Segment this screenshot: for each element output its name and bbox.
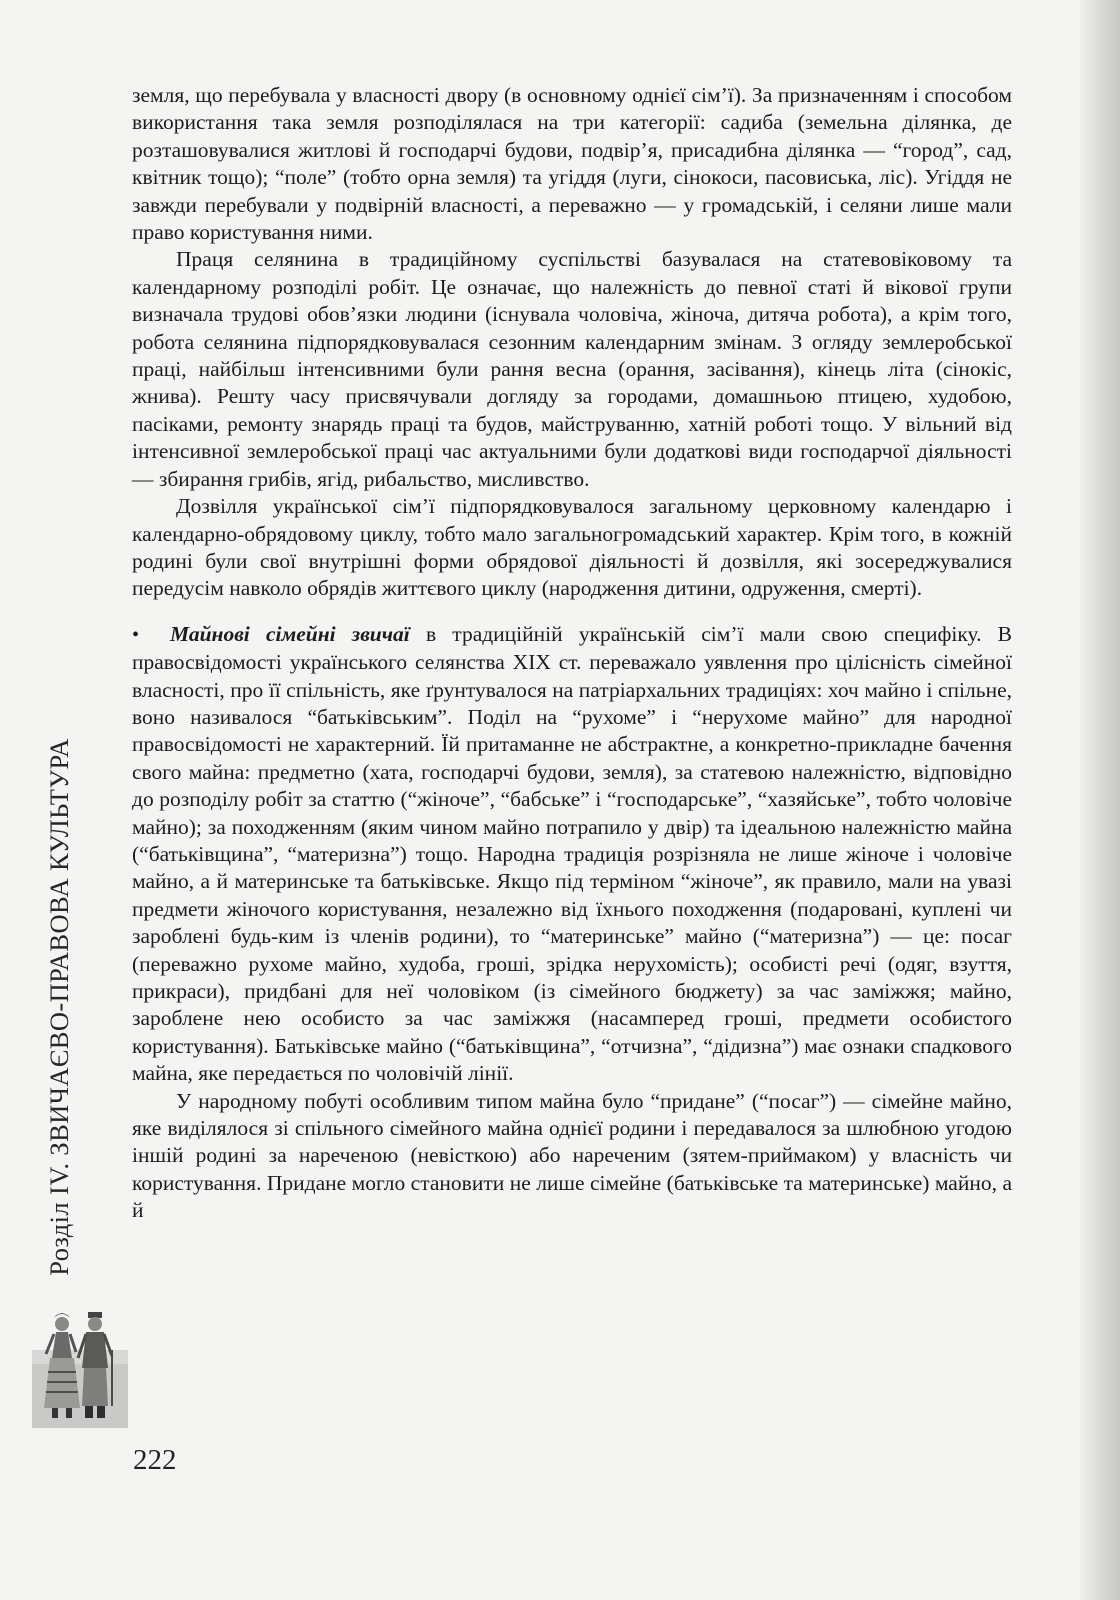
folk-couple-figure-icon — [32, 1310, 128, 1428]
term-property-customs: Майнові сімейні звичаї — [170, 621, 410, 646]
section-title-vertical: Розділ IV. ЗВИЧАЄВО-ПРАВОВА КУЛЬТУРА — [43, 738, 74, 1276]
bullet-icon: • — [132, 623, 140, 646]
paragraph-land-categories: земля, що перебувала у власності двору (в основному однієї сім’ї). За призначенням і способом використання така земля розподілялася на три категорії: садиба (земельна ділянка, де розташовувалися житлові й господарчі будови, подвір’я, присадибна ділянка — “город”, сад, квітник тощо); “поле” (тобто орна земля) та угіддя (луги, сінокоси, пасовиська, ліс). Угіддя не завжди перебували у подвірній власності, а переважно — у громадській, і селяни лише мали право користування ними. — [132, 83, 1012, 245]
property-customs-body: в традиційній українській сім’ї мали свою специфіку. В правосвідомості українського селянства XIX ст. переважало уявлення про цілісність сімейної власності, про її спільність, яке ґрунтувалося на патріархальних традиціях: хоч майно і спільне, воно називалося “батьківським”. Поділ на “рухоме” і “нерухоме майно” для народної правосвідомості не характерний. Їй притаманне не абстрактне, а конкретно-прикладне бачення свого майна: предметно (хата, господарчі будови, земля), за статевою належністю, відповідно до розподілу робіт за статтю (“жіноче”, “бабське” і “господарське”, “хазяйське”, тобто чоловіче майно); за походженням (яким чином майно потрапило у двір) та ідеальною належністю майна (“батьківщина”, “материзна”) тощо. Народна традиція розрізняла не лише жіноче і чоловіче майно, а й материнське та батьківське. Якщо під терміном “жіноче”, як правило, мали на увазі предмети жіночого користування, незалежно від їхнього походження (подаровані, куплені чи зароблені будь-ким із членів родини), то “материнське” майно (“материзна”) — це: посаг (переважно рухоме майно, худоба, гроші, зрідка нерухомість); особисті речі (одяг, взуття, прикраси), придбані для неї чоловіком (із сімейного бюджету) за час заміжжя; майно, зароблене нею особисто за час заміжжя (насамперед гроші, предмети особистого користування). Батьківське майно (“батьківщина”, “отчизна”, “дідизна”) має ознаки спадкового майна, яке передається по чоловічій лінії. — [132, 621, 1012, 1086]
paragraph-dowry: У народному побуті особливим типом майна було “придане” (“посаг”) — сімейне майно, яке виділялося зі спільного сімейного майна однієї родини і передавалося за шлюбною угодою іншій родині за нареченою (невісткою) або нареченим (зятем-приймаком) у власність чи користування. Придане могло становити не лише сімейне (батьківське та материнське) майно, а й — [132, 1088, 1012, 1223]
paragraph-property-customs — [132, 621, 1012, 1088]
page-number: 222 — [133, 1444, 177, 1476]
page-edge-shadow — [1080, 0, 1120, 1600]
paragraph-family-leisure: Дозвілля української сім’ї підпорядковувалося загальному церковному календарю і календарно-обрядовому циклу, тобто мало загальногромадський характер. Крім того, в кожній родині були свої внутрішні форми обрядової діяльності й дозвілля, які зосереджувалися передусім навколо обрядів життєвого циклу (народження дитини, одруження, смерті). — [132, 494, 1012, 601]
main-text — [132, 82, 1012, 1225]
paragraph-peasant-labor: Праця селянина в традиційному суспільстві базувалася на статевовіковому та календарному розподілі робіт. Це означає, що належність до певної статі й вікової групи визначала трудові обов’язки людини (існувала чоловіча, жіноча, дитяча робота), а крім того, робота селянина підпорядковувалася сезонним календарним змінам. З огляду землеробської праці, найбільш інтенсивними були рання весна (орання, засівання), кінець літа (сінокіс, жнива). Решту часу присвячували догляду за городами, домашньою птицею, худобою, пасіками, ремонту знарядь праці та будов, майструванню, хатній роботі тощо. У вільний від інтенсивної землеробської праці час актуальними були додаткові види господарчої діяльності — збирання грибів, ягід, рибальство, мисливство. — [132, 247, 1012, 491]
